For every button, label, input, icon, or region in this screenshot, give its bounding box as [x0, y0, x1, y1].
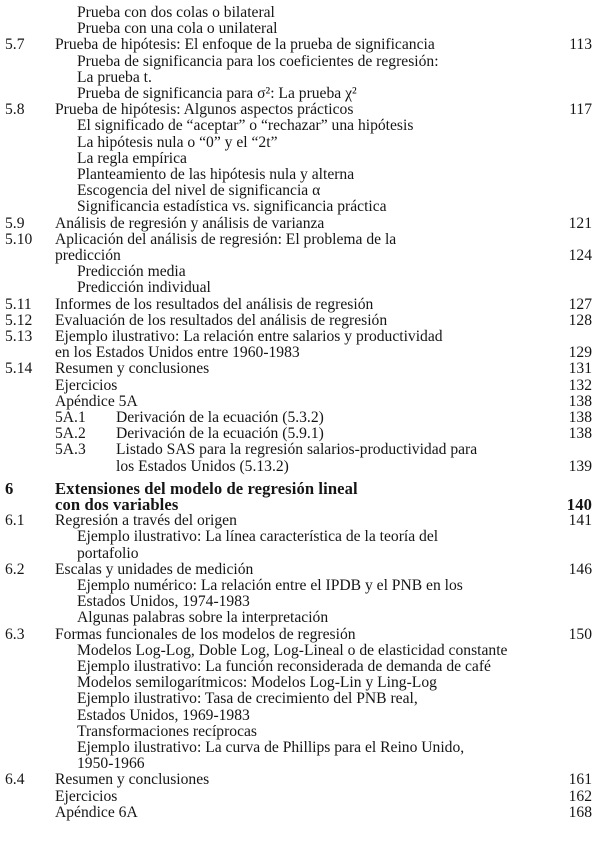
section-number: 5.8 [5, 101, 25, 119]
page-number: 141 [568, 512, 592, 530]
toc-entry [0, 328, 600, 345]
section-number: 5.9 [5, 214, 25, 232]
toc-entry [0, 674, 600, 691]
entry-title: Modelos Log-Log, Doble Log, Log-Lineal o de elasticidad constante [77, 641, 508, 659]
entry-title: Apéndice 5A [55, 392, 138, 410]
toc-entry [0, 36, 600, 53]
entry-title: Predicción individual [77, 279, 211, 297]
entry-title: Formas funcionales de los modelos de regresión [55, 625, 356, 643]
toc-entry [0, 723, 600, 740]
toc-entry [0, 658, 600, 675]
entry-title: Listado SAS para la regresión salarios-productividad para [116, 441, 478, 459]
toc-entry [0, 344, 600, 361]
toc-entry [0, 4, 600, 21]
entry-title: Ejemplo ilustrativo: La línea característica de la teoría del [77, 528, 439, 546]
page-number: 129 [568, 344, 592, 362]
toc-entry [0, 166, 600, 183]
toc-entry [0, 626, 600, 643]
toc-entry [0, 441, 600, 458]
section-number: 5.12 [5, 311, 33, 329]
page-number: 138 [568, 392, 592, 410]
entry-title: Ejercicios [55, 787, 118, 805]
chapter-heading [0, 496, 600, 513]
page-number: 128 [568, 311, 592, 329]
section-number: 6.2 [5, 560, 25, 578]
toc-entry [0, 804, 600, 821]
entry-title: Estados Unidos, 1974-1983 [77, 593, 250, 611]
entry-title: Significancia estadística vs. significancia práctica [77, 198, 387, 216]
entry-title: Evaluación de los resultados del análisis de regresión [55, 311, 388, 329]
toc-entry [0, 117, 600, 134]
toc-entry [0, 360, 600, 377]
toc-entry [0, 296, 600, 313]
entry-title: Regresión a través del origen [55, 512, 237, 530]
page-number: 140 [566, 495, 592, 514]
section-number: 6.1 [5, 512, 25, 530]
entry-title: Prueba de significancia para los coeficientes de regresión: [77, 52, 439, 70]
toc-entry [0, 231, 600, 248]
entry-title: 1950-1966 [77, 755, 145, 773]
toc-entry [0, 545, 600, 562]
entry-title: Planteamiento de las hipótesis nula y alterna [77, 166, 355, 183]
toc-entry [0, 263, 600, 280]
page-number: 139 [568, 457, 592, 475]
page-number: 162 [568, 787, 592, 805]
toc-entry [0, 215, 600, 232]
entry-title: Transformaciones recíprocas [77, 722, 257, 740]
section-number: 5.11 [5, 295, 32, 313]
section-number: 6.3 [5, 625, 25, 643]
page-number: 124 [568, 247, 592, 264]
toc-entry [0, 593, 600, 610]
toc-entry [0, 707, 600, 724]
page-number: 138 [568, 425, 592, 443]
entry-title: Resumen y conclusiones [55, 771, 210, 789]
toc-entry [0, 577, 600, 594]
entry-title: en los Estados Unidos entre 1960-1983 [55, 344, 300, 362]
toc-entry [0, 739, 600, 756]
entry-title: La prueba t. [77, 68, 152, 86]
section-number: 6.4 [5, 771, 25, 789]
entry-title: El significado de “aceptar” o “rechazar” una hipótesis [77, 117, 414, 135]
section-number: 5.7 [5, 36, 25, 54]
entry-title: Análisis de regresión y análisis de varianza [55, 214, 325, 232]
toc-entry [0, 20, 600, 37]
section-number: 5.10 [5, 230, 33, 248]
toc-entry [0, 182, 600, 199]
entry-title: Apéndice 6A [55, 803, 138, 821]
entry-title: La regla empírica [77, 149, 187, 167]
toc-entry [0, 53, 600, 70]
entry-title: Prueba con dos colas o bilateral [77, 4, 275, 21]
page-number: 150 [568, 625, 592, 643]
entry-title: Algunas palabras sobre la interpretación [77, 609, 329, 627]
entry-title: Aplicación del análisis de regresión: El problema de la [55, 230, 397, 248]
entry-title: Prueba de hipótesis: Algunos aspectos prácticos [55, 101, 354, 119]
toc-entry [0, 409, 600, 426]
entry-title: Ejemplo ilustrativo: La relación entre salarios y productividad [55, 328, 443, 345]
entry-title: Extensiones del modelo de regresión lineal [55, 478, 358, 498]
entry-title: Prueba de hipótesis: El enfoque de la prueba de significancia [55, 36, 435, 54]
section-number: 6 [5, 478, 14, 498]
page-number: 168 [568, 803, 592, 821]
entry-title: Prueba de significancia para σ²: La prueba χ² [77, 85, 357, 102]
appendix-number: 5A.3 [55, 441, 86, 459]
toc-entry [0, 101, 600, 118]
toc-entry [0, 85, 600, 102]
entry-title: Ejercicios [55, 376, 118, 394]
entry-title: Modelos semilogarítmicos: Modelos Log-Lin y Ling-Log [77, 674, 437, 692]
entry-title: Ejemplo ilustrativo: La curva de Phillips para el Reino Unido, [77, 739, 465, 756]
toc-entry [0, 425, 600, 442]
entry-title: portafolio [77, 544, 139, 562]
page-number: 117 [569, 101, 592, 119]
page-number: 113 [569, 36, 592, 54]
toc-entry [0, 150, 600, 167]
page-number: 121 [568, 214, 592, 232]
entry-title: Ejemplo ilustrativo: Tasa de crecimiento del PNB real, [77, 690, 418, 708]
section-number: 5.14 [5, 360, 33, 378]
entry-title: Ejemplo ilustrativo: La función reconsiderada de demanda de café [77, 658, 491, 675]
toc-entry [0, 690, 600, 707]
page-number: 132 [568, 376, 592, 394]
page-number: 127 [568, 295, 592, 313]
toc-entry [0, 458, 600, 475]
entry-title: con dos variables [55, 495, 179, 514]
entry-title: Informes de los resultados del análisis de regresión [55, 295, 374, 313]
entry-title: Ejemplo numérico: La relación entre el IPDB y el PNB en los [77, 577, 463, 594]
toc-entry [0, 642, 600, 659]
toc-entry [0, 609, 600, 626]
entry-title: Prueba con una cola o unilateral [77, 20, 278, 38]
page-number: 138 [568, 409, 592, 426]
toc-entry [0, 198, 600, 215]
entry-title: Estados Unidos, 1969-1983 [77, 706, 250, 724]
entry-title: Resumen y conclusiones [55, 360, 210, 378]
toc-entry [0, 528, 600, 545]
entry-title: Escogencia del nivel de significancia α [77, 182, 321, 200]
entry-title: los Estados Unidos (5.13.2) [116, 457, 289, 475]
toc-entry [0, 279, 600, 296]
toc-entry [0, 755, 600, 772]
toc-entry [0, 512, 600, 529]
toc-entry [0, 377, 600, 394]
page-number: 146 [568, 560, 592, 578]
toc-entry [0, 788, 600, 805]
toc-entry [0, 312, 600, 329]
appendix-number: 5A.2 [55, 425, 86, 443]
toc-entry [0, 561, 600, 578]
toc-entry [0, 771, 600, 788]
entry-title: Derivación de la ecuación (5.9.1) [116, 425, 324, 443]
entry-title: Derivación de la ecuación (5.3.2) [116, 409, 324, 426]
entry-title: predicción [55, 247, 121, 264]
toc-entry [0, 69, 600, 86]
toc-entry [0, 247, 600, 264]
section-number: 5.13 [5, 328, 33, 345]
toc-entry [0, 134, 600, 151]
toc-entry [0, 393, 600, 410]
page-number: 161 [568, 771, 592, 789]
appendix-number: 5A.1 [55, 409, 86, 426]
page-number: 131 [568, 360, 592, 378]
entry-title: Predicción media [77, 263, 186, 281]
entry-title: Escalas y unidades de medición [55, 560, 254, 578]
entry-title: La hipótesis nula o “0” y el “2t” [77, 133, 278, 151]
